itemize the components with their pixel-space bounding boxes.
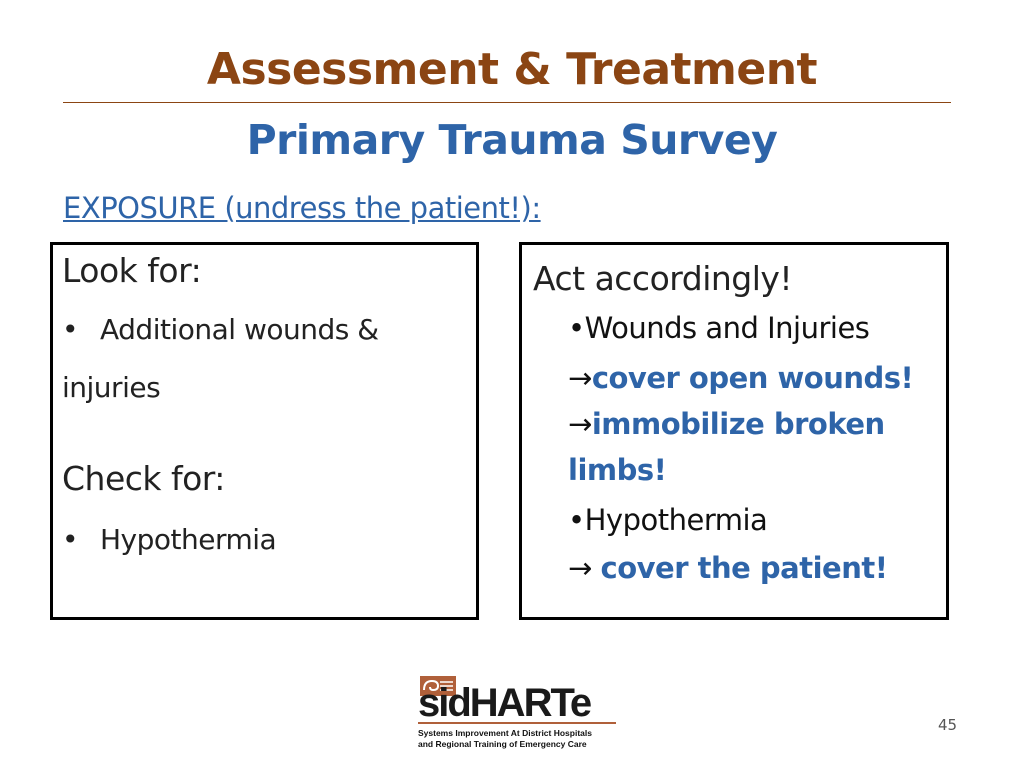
slide-title: Assessment & Treatment <box>206 44 818 95</box>
logo-tagline <box>418 728 592 750</box>
look-for-heading: Look for: <box>62 251 202 290</box>
act-accordingly-heading: Act accordingly! <box>533 259 793 298</box>
action-immobilize <box>568 407 885 441</box>
title-divider <box>63 102 951 103</box>
action-immobilize-continuation: limbs! <box>568 453 667 487</box>
item-hypothermia: •Hypothermia <box>568 503 768 537</box>
action-immobilize-text: immobilize broken <box>591 407 885 441</box>
item-wounds-injuries: •Wounds and Injuries <box>568 311 870 345</box>
bullet-additional-wounds-text: Additional wounds & <box>100 313 379 346</box>
check-for-heading: Check for: <box>62 459 225 498</box>
bullet-additional-wounds <box>62 313 379 346</box>
action-cover-wounds-text: cover open wounds! <box>591 361 914 395</box>
section-heading: EXPOSURE (undress the patient!): <box>63 191 541 225</box>
action-cover-wounds <box>568 361 913 395</box>
look-for-box <box>50 242 479 620</box>
logo-wordmark: sidHARTe <box>418 681 591 725</box>
bullet-dot: • <box>62 523 79 556</box>
logo-tagline-line2: and Regional Training of Emergency Care <box>418 739 587 749</box>
bullet-hypothermia-text: Hypothermia <box>100 523 277 556</box>
action-cover-patient-text: cover the patient! <box>600 551 888 585</box>
arrow-icon: → <box>568 551 592 585</box>
action-cover-patient <box>568 551 887 585</box>
bullet-hypothermia <box>62 523 276 556</box>
bullet-dot: • <box>62 313 79 346</box>
arrow-icon: → <box>568 407 592 441</box>
arrow-icon: → <box>568 361 592 395</box>
page-number: 45 <box>938 716 958 734</box>
act-accordingly-box <box>519 242 949 620</box>
bullet-additional-wounds-continuation: injuries <box>62 371 161 404</box>
logo-divider <box>418 722 616 724</box>
logo-tagline-line1: Systems Improvement At District Hospitals <box>418 728 592 738</box>
slide-subtitle: Primary Trauma Survey <box>246 116 778 164</box>
sidharte-logo <box>418 672 618 752</box>
